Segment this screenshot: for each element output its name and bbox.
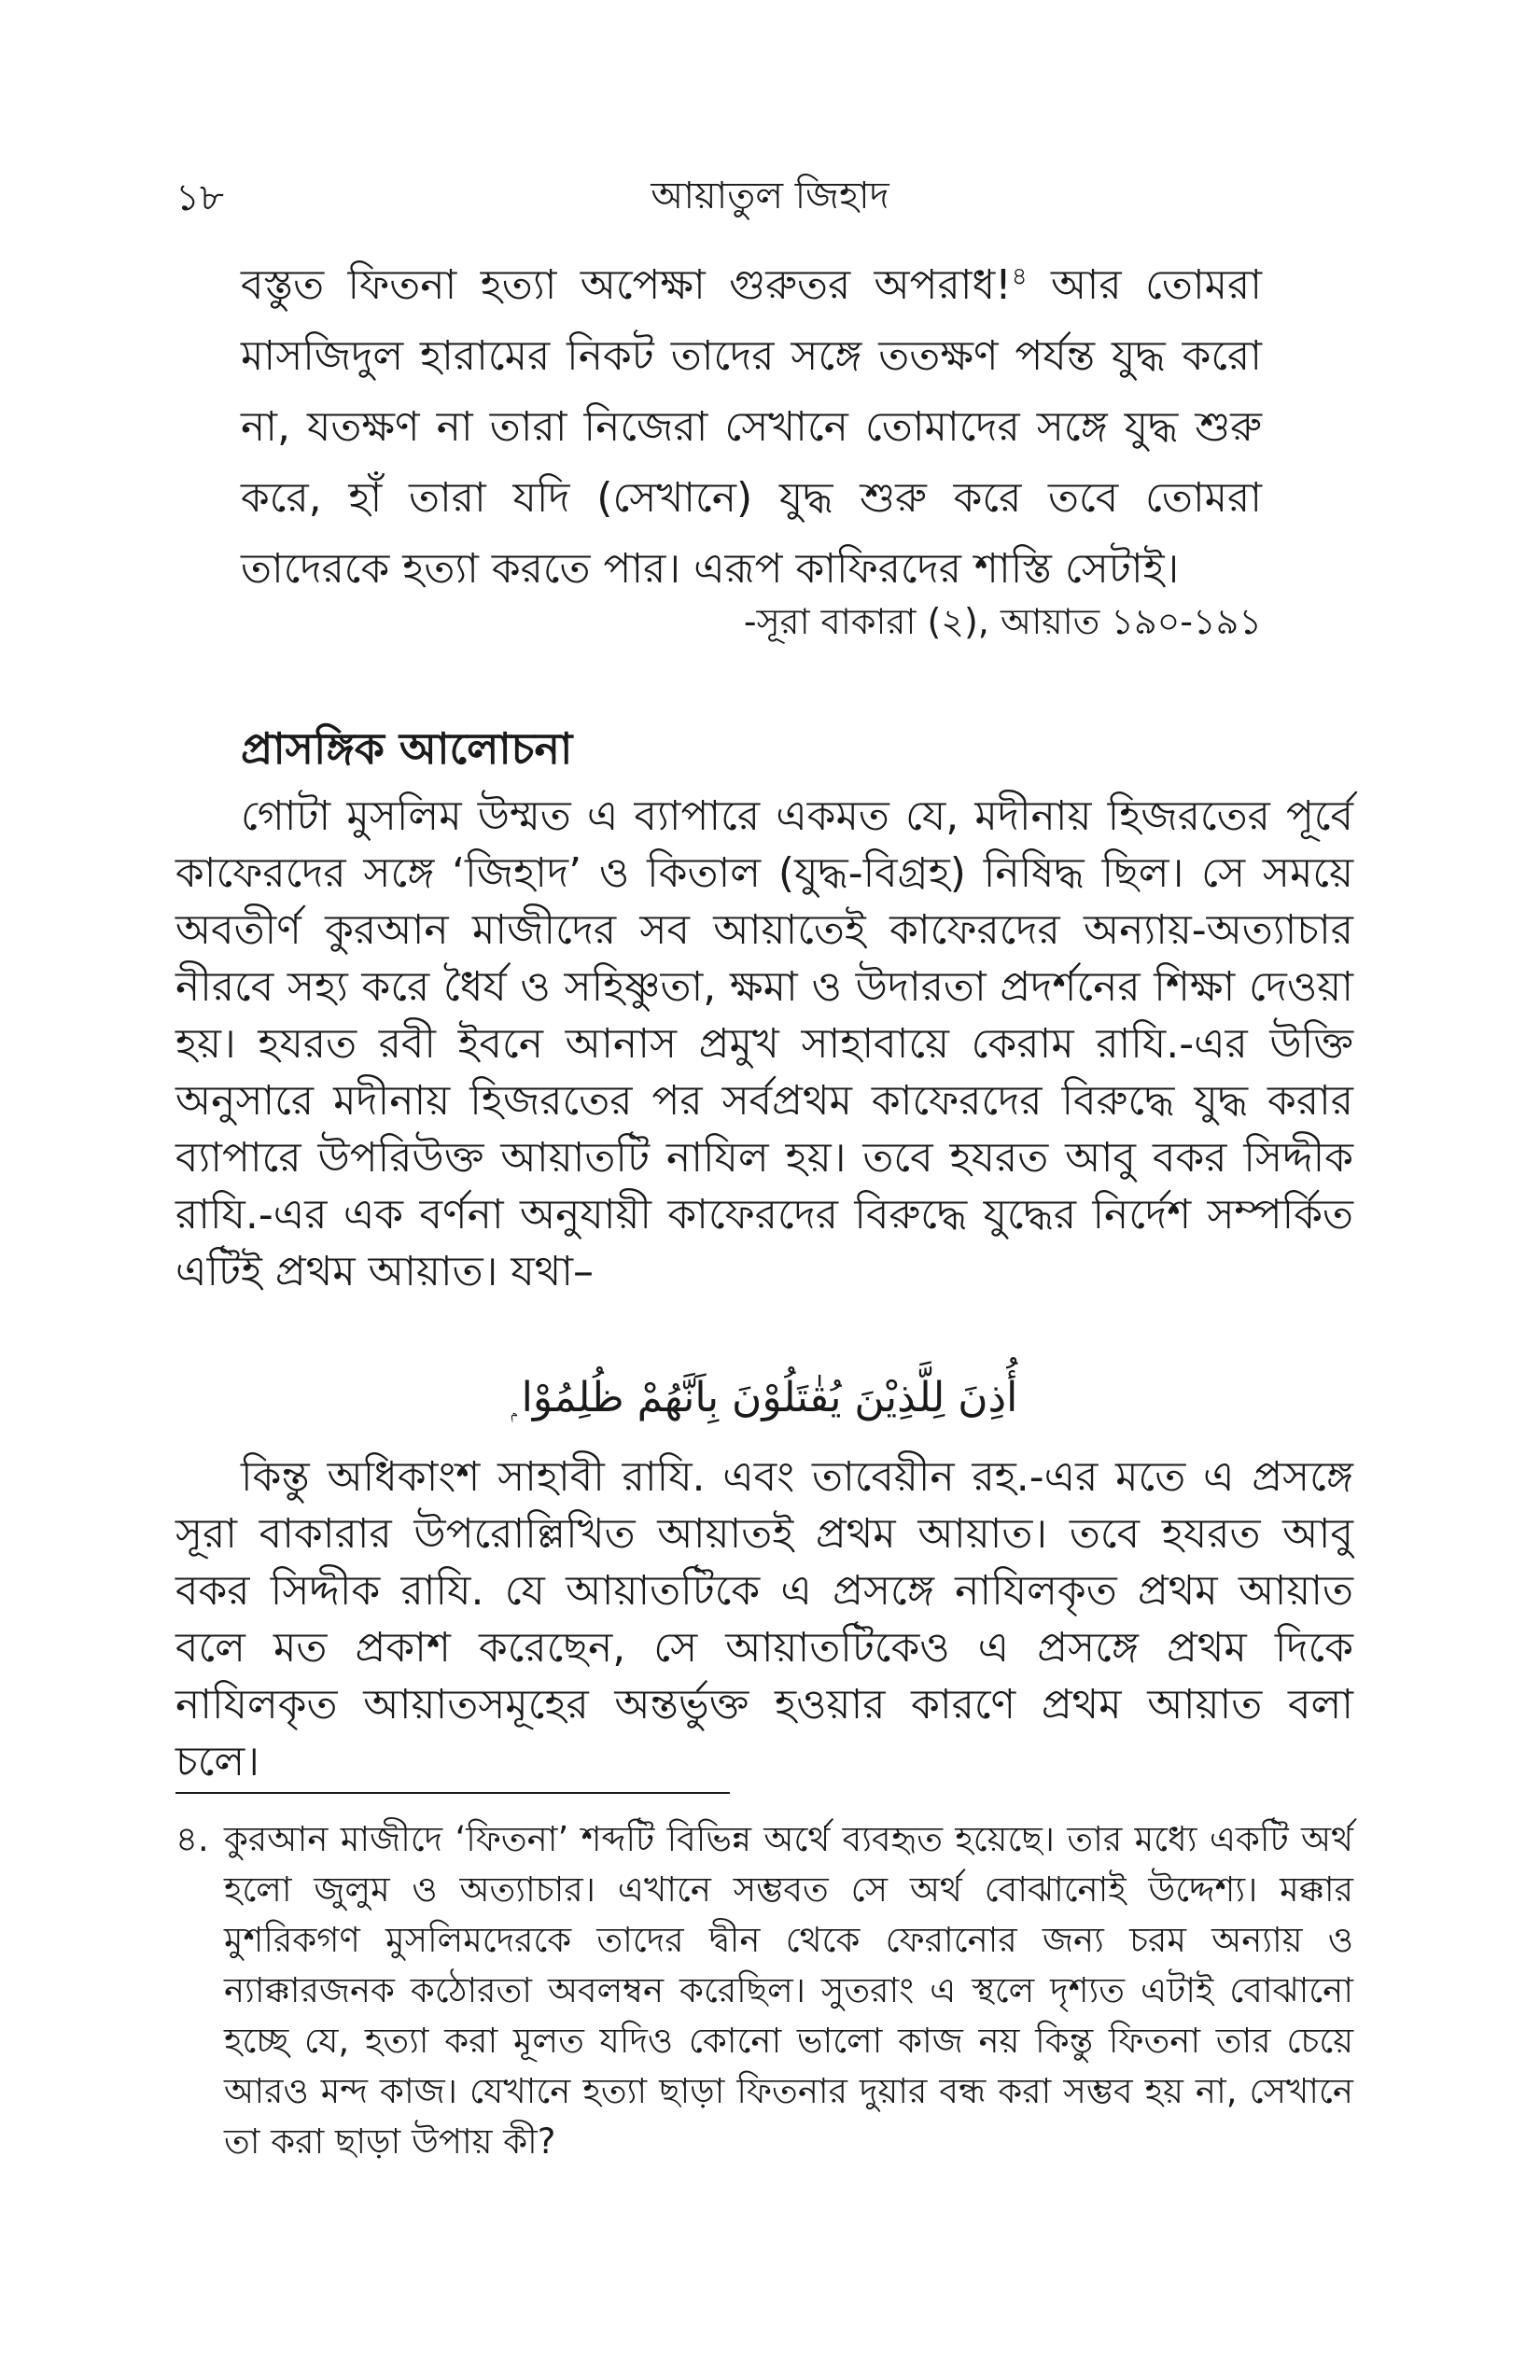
footnote-text: কুরআন মাজীদে ‘ফিতনা’ শব্দটি বিভিন্ন অর্থে ব্যবহৃত হয়েছে। তার মধ্যে একটি অর্থ হলো জুলুম ও অত্যাচার। এখানে সম্ভবত সে অর্থ বোঝানোই উদ্দেশ্য। মক্কার মুশরিকগণ মুসলিমদেরকে তাদের দ্বীন থেকে ফেরানোর জন্য চরম অন্যায় ও ন্যাক্কারজনক কঠোরতা অবলম্বন করেছিল। সুতরাং এ স্থলে দৃশ্যত এটাই বোঝানো হচ্ছে যে, হত্যা করা মূলত যদিও কোনো ভালো কাজ নয় কিন্তু ফিতনা তার চেয়ে আরও মন্দ কাজ। যেখানে হত্যা ছাড়া ফিতনার দুয়ার বন্ধ করা সম্ভব হয় না, সেখানে তা করা ছাড়া উপায় কী? — [224, 1819, 1353, 2162]
footnote-divider — [175, 1792, 730, 1794]
section-heading: প্রাসঙ্গিক আলোচনা — [241, 723, 573, 774]
body-paragraph-1: গোটা মুসলিম উম্মত এ ব্যাপারে একমত যে, মদীনায় হিজরতের পূর্বে কাফেরদের সঙ্গে ‘জিহাদ’ ও কিতাল (যুদ্ধ-বিগ্রহ) নিষিদ্ধ ছিল। সে সময়ে অবতীর্ণ কুরআন মাজীদের সব আয়াতেই কাফেরদের অন্যায়-অত্যাচার নীরবে সহ্য করে ধৈর্য ও সহিষ্ণুতা, ক্ষমা ও উদারতা প্রদর্শনের শিক্ষা দেওয়া হয়। হযরত রবী ইবনে আনাস প্রমুখ সাহাবায়ে কেরাম রাযি.-এর উক্তি অনুসারে মদীনায় হিজরতের পর সর্বপ্রথম কাফেরদের বিরুদ্ধে যুদ্ধ করার ব্যাপারে উপরিউক্ত আয়াতটি নাযিল হয়। তবে হযরত আবু বকর সিদ্দীক রাযি.-এর এক বর্ণনা অনুযায়ী কাফেরদের বিরুদ্ধে যুদ্ধের নির্দেশ সম্পর্কিত এটিই প্রথম আয়াত। যথা– — [175, 792, 1353, 1295]
verse-translation — [241, 250, 1262, 605]
footnote — [175, 1814, 1353, 2167]
verse-citation: -সূরা বাকারা (২), আয়াত ১৯০-১৯১ — [743, 601, 1262, 642]
body-paragraph-2: কিন্তু অধিকাংশ সাহাবী রাযি. এবং তাবেয়ীন রহ.-এর মতে এ প্রসঙ্গে সূরা বাকারার উপরোল্লিখিত আয়াতই প্রথম আয়াত। তবে হযরত আবু বকর সিদ্দীক রাযি. যে আয়াতটিকে এ প্রসঙ্গে নাযিলকৃত প্রথম আয়াত বলে মত প্রকাশ করেছেন, সে আয়াতটিকেও এ প্রসঙ্গে প্রথম দিকে নাযিলকৃত আয়াতসমূহের অন্তর্ভুক্ত হওয়ার কারণে প্রথম আয়াত বলা চলে। — [175, 1453, 1353, 1785]
verse-text-part-2: আর তোমরা মাসজিদুল হারামের নিকট তাদের সঙ্গে ততক্ষণ পর্যন্ত যুদ্ধ করো না, যতক্ষণ না তারা নিজেরা সেখানে তোমাদের সঙ্গে যুদ্ধ শুরু করে, হাঁ তারা যদি (সেখানে) যুদ্ধ শুরু করে তবে তোমরা তাদেরকে হত্যা করতে পার। এরূপ কাফিরদের শাস্তি সেটাই। — [241, 261, 1262, 593]
footnote-number: ৪. — [175, 1819, 209, 1859]
running-header: আয়াতুল জিহাদ — [651, 175, 889, 217]
arabic-verse: أُذِنَ لِلَّذِيْنَ يُقٰتَلُوْنَ بِاَنَّهُمْ ظُلِمُوْا ۭ — [511, 1374, 1018, 1421]
page-number: ১৮ — [175, 176, 224, 219]
footnote-reference[interactable]: ৪ — [1011, 262, 1028, 291]
verse-text — [241, 250, 1262, 605]
verse-text-part-1: বস্তুত ফিতনা হত্যা অপেক্ষা গুরুতর অপরাধ! — [241, 261, 1012, 309]
